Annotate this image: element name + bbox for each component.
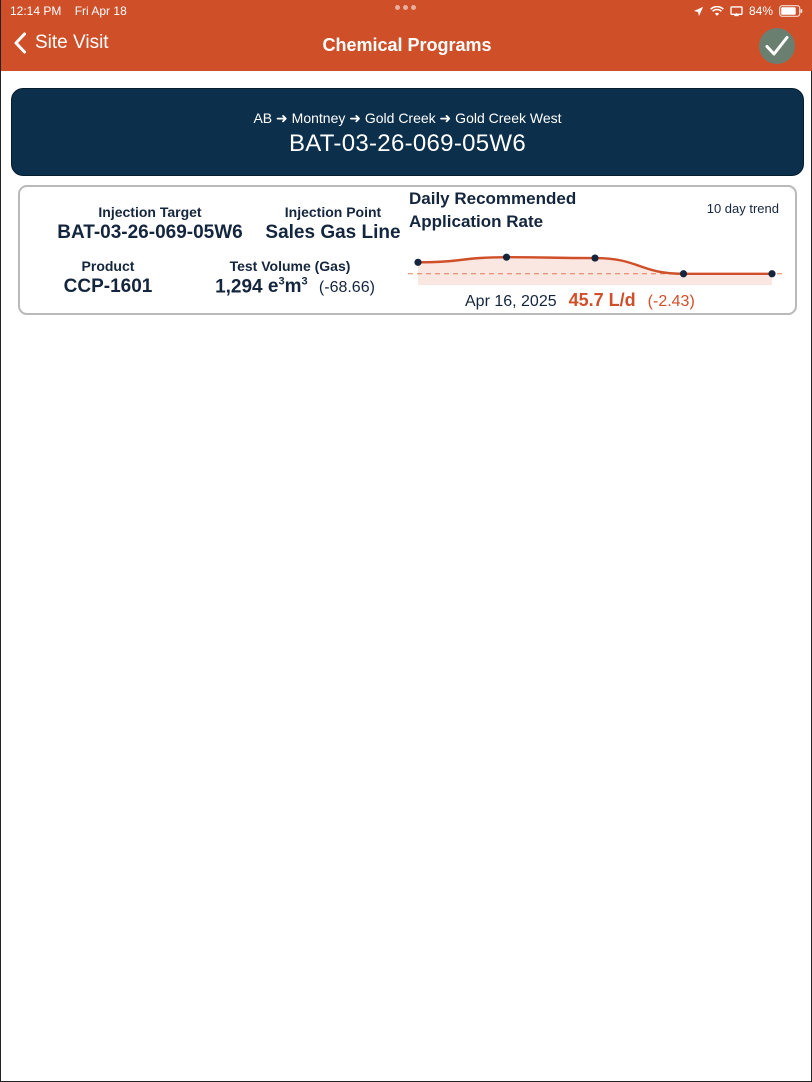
trend-point-3 (591, 254, 598, 261)
test-volume-amount: 1,294 (215, 276, 263, 298)
battery-icon (779, 5, 803, 17)
test-volume-value (200, 276, 390, 298)
latest-reading-date: Apr 16, 2025 (465, 293, 557, 310)
back-button-label: Site Visit (35, 32, 109, 53)
injection-point-value: Sales Gas Line (265, 222, 401, 243)
latest-reading-rate: 45.7 L/d (568, 290, 636, 310)
test-volume-unit: $e^3m^3$ (267, 276, 308, 298)
screen-mirror-icon (730, 6, 743, 17)
latest-reading-delta: (-2.43) (647, 293, 695, 310)
multitasking-dots[interactable] (395, 5, 416, 10)
breadcrumb: AB ➜ Montney ➜ Gold Creek ➜ Gold Creek West (253, 110, 562, 126)
trend-period-label: 10 day trend (706, 201, 779, 216)
status-bar-right (693, 4, 803, 18)
injection-target-value: BAT-03-26-069-05W6 (57, 222, 243, 243)
nav-bar (1, 0, 812, 71)
trend-point-5 (768, 270, 775, 277)
product-value: CCP-1601 (63, 276, 153, 297)
checkmark-icon (764, 34, 790, 58)
chemical-program-card[interactable] (18, 185, 797, 315)
trend-point-2 (503, 254, 510, 261)
page-title: Chemical Programs (322, 35, 492, 55)
status-bar-left (10, 4, 127, 18)
wifi-icon (710, 6, 724, 17)
chart-title: Daily Recommended Application Rate (409, 189, 577, 231)
trend-point-1 (414, 259, 421, 266)
location-icon (693, 6, 704, 17)
latest-reading (465, 290, 695, 311)
test-volume-delta: (-68.66) (318, 279, 375, 297)
status-date: Fri Apr 18 (74, 4, 127, 18)
injection-point-label: Injection Point (284, 204, 382, 220)
application-rate-trend-chart (408, 243, 782, 285)
test-volume-label: Test Volume (Gas) (229, 258, 351, 274)
injection-target-label: Injection Target (98, 204, 202, 220)
product-label: Product (81, 258, 135, 274)
status-time: 12:14 PM (10, 4, 62, 18)
trend-point-4 (680, 270, 687, 277)
battery-percent: 84% (748, 4, 773, 18)
well-id: BAT-03-26-069-05W6 (288, 130, 527, 157)
done-button[interactable] (759, 28, 795, 64)
site-banner (11, 88, 804, 176)
